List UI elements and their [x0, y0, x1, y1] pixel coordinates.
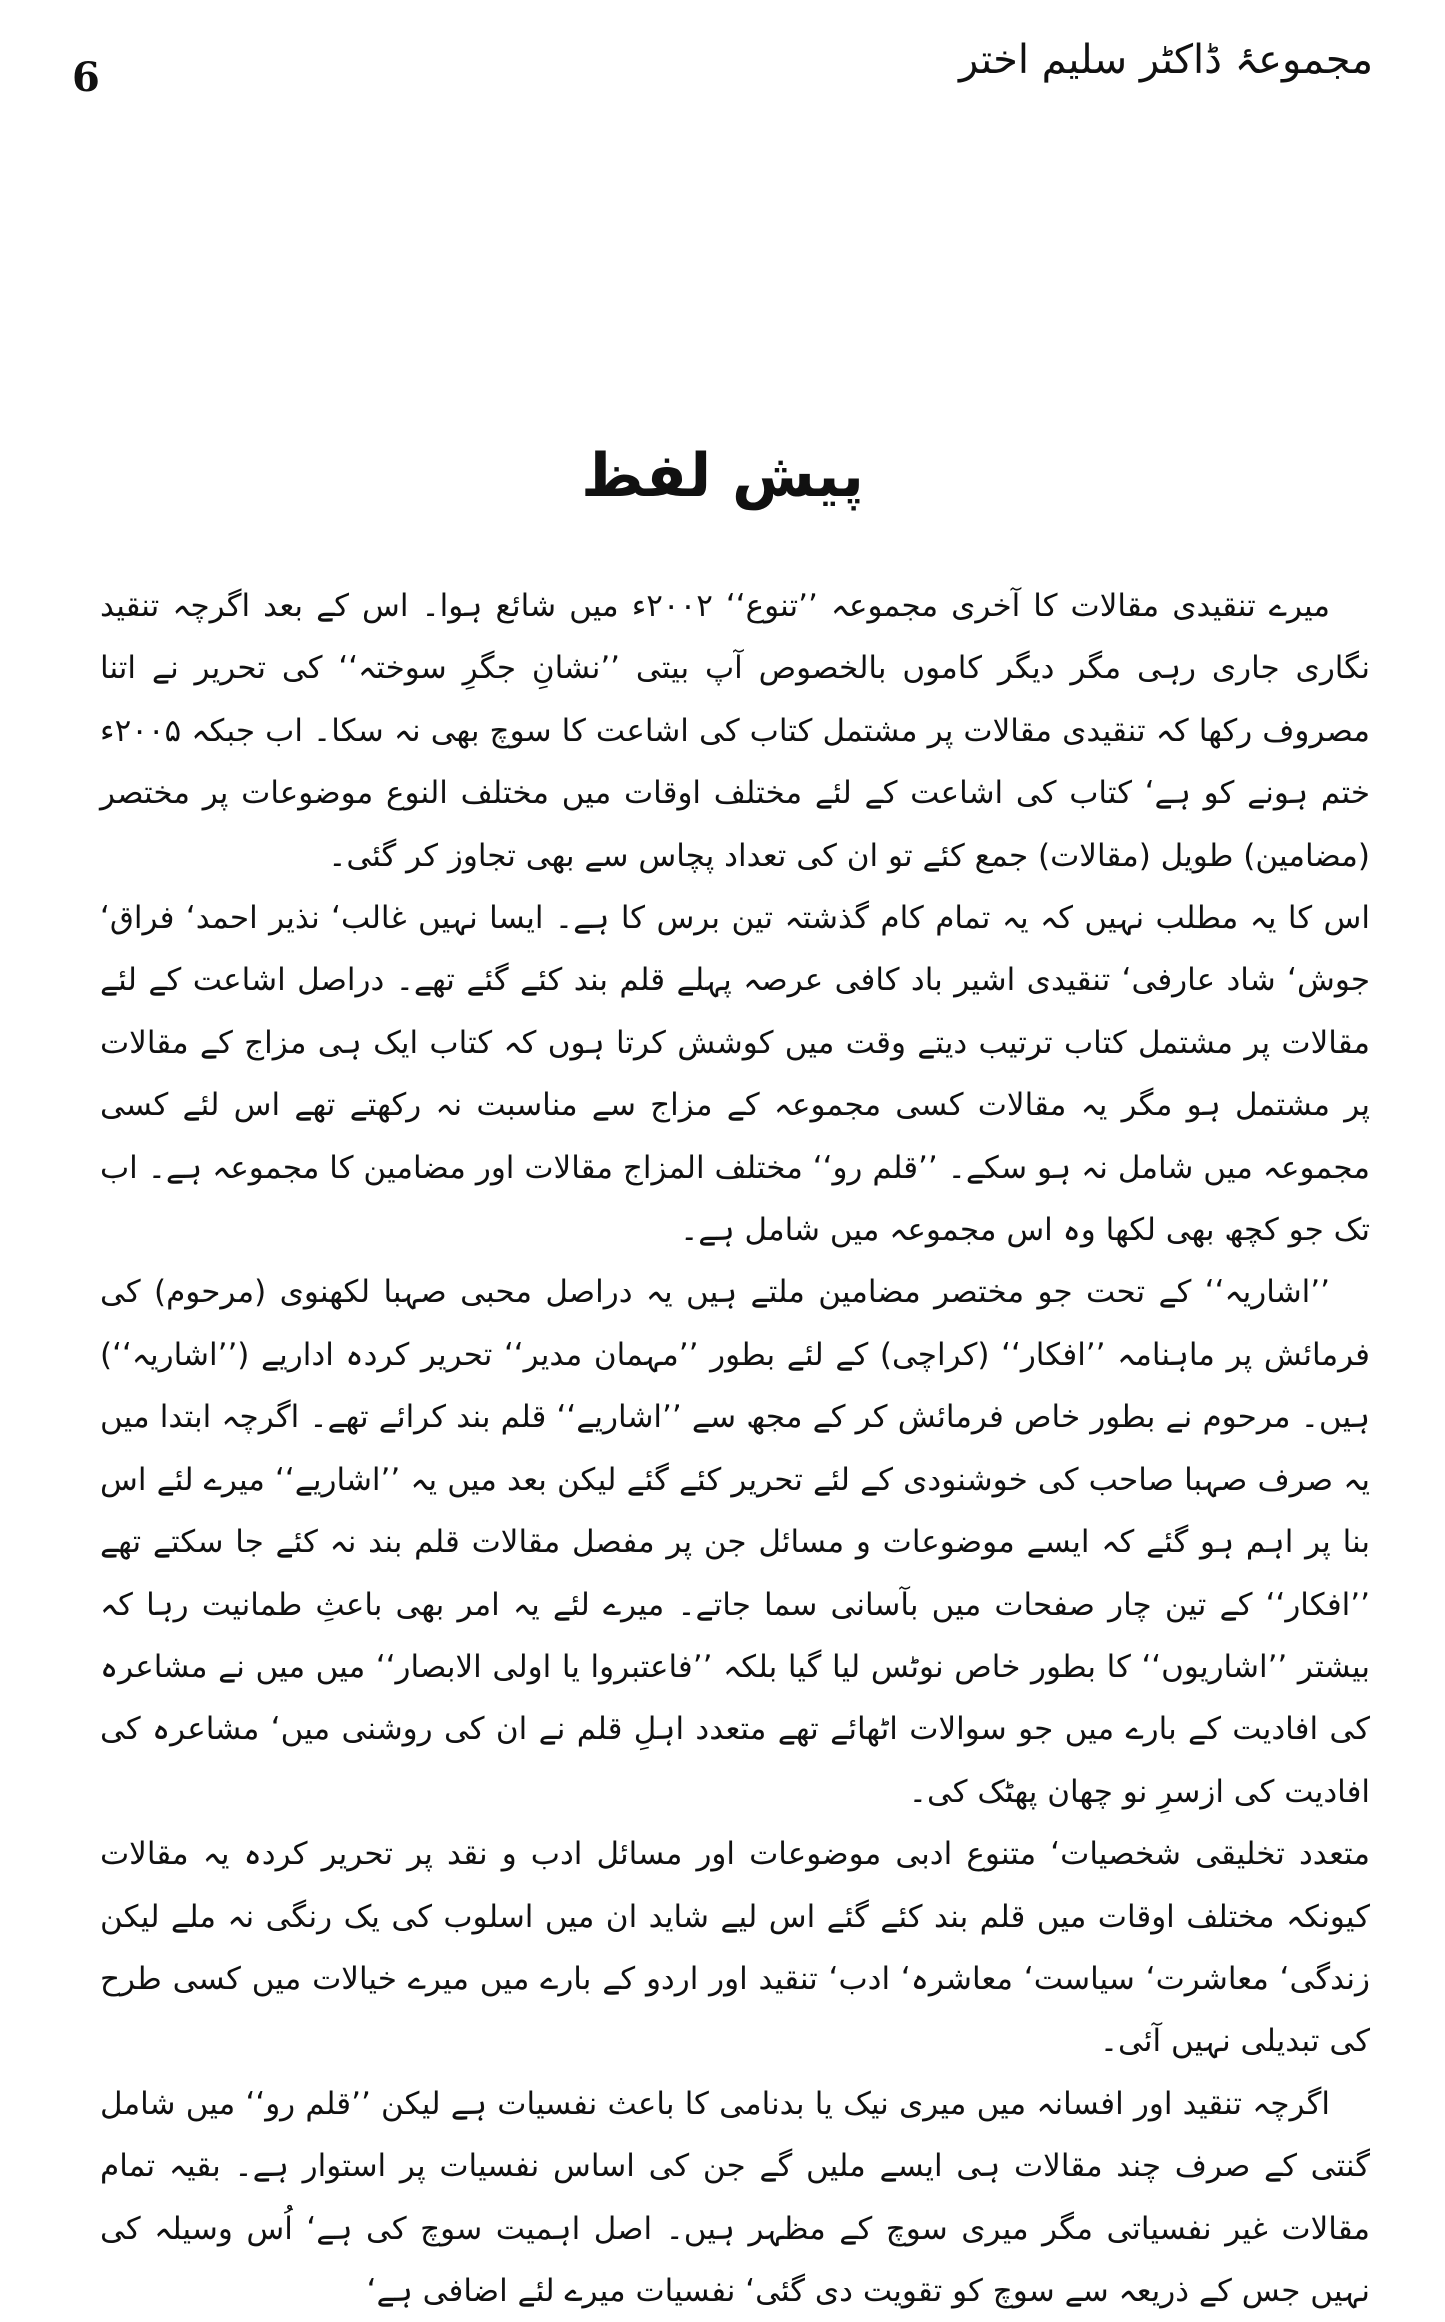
- paragraph-2: اس کا یہ مطلب نہیں کہ یہ تمام کام گذشتہ تین برس کا ہے۔ ایسا نہیں غالب‘ نذیر احمد‘ فراق‘ جوش‘ شاد عارفی‘ تنقیدی اشیر باد کافی عرصہ پہلے قلم بند کئے گئے تھے۔ دراصل اشاعت کے لئے مقالات پر مشتمل کتاب ترتیب دیتے وقت میں کوشش کرتا ہوں کہ کتاب ایک ہی مزاج کے مقالات پر مشتمل ہو مگر یہ مقالات کسی مجموعہ کے مزاج سے مناسبت نہ رکھتے تھے اس لئے کسی مجموعہ میں شامل نہ ہو سکے۔ ’’قلم رو‘‘ مختلف المزاج مقالات اور مضامین کا مجموعہ ہے۔ اب تک جو کچھ بھی لکھا وہ اس مجموعہ میں شامل ہے۔: [100, 900, 1370, 1249]
- paragraph-1: میرے تنقیدی مقالات کا آخری مجموعہ ’’تنوع‘‘ ۲۰۰۲ء میں شائع ہوا۔ اس کے بعد اگرچہ تنقید نگاری جاری رہی مگر دیگر کاموں بالخصوص آپ بیتی ’’نشانِ جگرِ سوختہ‘‘ کی تحریر نے اتنا مصروف رکھا کہ تنقیدی مقالات پر مشتمل کتاب کی اشاعت کا سوچ بھی نہ سکا۔ اب جبکہ ۲۰۰۵ء ختم ہونے کو ہے‘ کتاب کی اشاعت کے لئے مختلف اوقات میں مختلف النوع موضوعات پر مختصر (مضامین) طویل (مقالات) جمع کئے تو ان کی تعداد پچاس سے بھی تجاوز کر گئی۔: [100, 588, 1370, 874]
- body-text: [100, 575, 1370, 2322]
- page-number: 6: [72, 54, 100, 101]
- chapter-title: پیش لفظ: [581, 441, 864, 511]
- paragraph-3: ’’اشاریہ‘‘ کے تحت جو مختصر مضامین ملتے ہیں یہ دراصل محبی صہبا لکھنوی (مرحوم) کی فرمائش پر ماہنامہ ’’افکار‘‘ (کراچی) کے لئے بطور ’’مہمان مدیر‘‘ تحریر کردہ اداریے (’’اشاریہ‘‘) ہیں۔ مرحوم نے بطور خاص فرمائش کر کے مجھ سے ’’اشاریے‘‘ قلم بند کرائے تھے۔ اگرچہ ابتدا میں یہ صرف صہبا صاحب کی خوشنودی کے لئے تحریر کئے گئے لیکن بعد میں یہ ’’اشاریے‘‘ میرے لئے اس بنا پر اہم ہو گئے کہ ایسے موضوعات و مسائل جن پر مفصل مقالات قلم بند نہ کئے جا سکتے تھے ’’افکار‘‘ کے تین چار صفحات میں بآسانی سما جاتے۔ میرے لئے یہ امر بھی باعثِ طمانیت رہا کہ بیشتر ’’اشاریوں‘‘ کا بطور خاص نوٹس لیا گیا بلکہ ’’فاعتبروا یا اولی الابصار‘‘ میں میں نے مشاعرہ کی افادیت کے بارے میں جو سوالات اٹھائے تھے متعدد اہلِ قلم نے ان کی روشنی میں‘ مشاعرہ کی افادیت کی ازسرِ نو چھان پھٹک کی۔: [100, 1274, 1370, 1810]
- paragraph-5: اگرچہ تنقید اور افسانہ میں میری نیک یا بدنامی کا باعث نفسیات ہے لیکن ’’قلم رو‘‘ میں شامل گنتی کے صرف چند مقالات ہی ایسے ملیں گے جن کی اساس نفسیات پر استوار ہے۔ بقیہ تمام مقالات غیر نفسیاتی مگر میری سوچ کے مظہر ہیں۔ اصل اہمیت سوچ کی ہے‘ اُس وسیلہ کی نہیں جس کے ذریعہ سے سوچ کو تقویت دی گئی‘ نفسیات میرے لئے اضافی ہے‘: [100, 2085, 1370, 2309]
- paragraph-4: متعدد تخلیقی شخصیات‘ متنوع ادبی موضوعات اور مسائل ادب و نقد پر تحریر کردہ یہ مقالات کیونکہ مختلف اوقات میں قلم بند کئے گئے اس لیے شاید ان میں اسلوب کی یک رنگی نہ ملے لیکن زندگی‘ معاشرت‘ سیاست‘ معاشرہ‘ ادب‘ تنقید اور اردو کے بارے میں میرے خیالات میں کسی طرح کی تبدیلی نہیں آئی۔: [100, 1836, 1370, 2060]
- running-header: مجموعۂ ڈاکٹر سلیم اختر: [958, 37, 1373, 83]
